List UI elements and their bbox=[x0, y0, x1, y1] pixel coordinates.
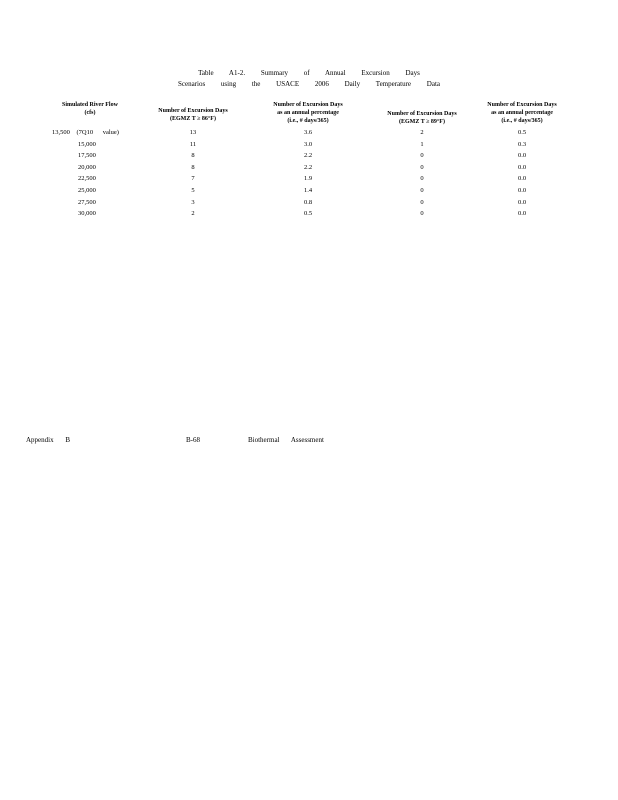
days-89-cell: 2 bbox=[420, 129, 424, 136]
pct-86-cell: 0.5 bbox=[303, 210, 313, 218]
caption-line-2: Scenarios using the USACE 2006 Daily Temperature Data bbox=[177, 80, 441, 88]
pct-86-column bbox=[278, 127, 338, 220]
days-89-cell: 0 bbox=[420, 175, 424, 183]
table-row bbox=[52, 185, 127, 197]
days-86-cell: 11 bbox=[189, 140, 197, 148]
days-89-cell: 0 bbox=[420, 152, 424, 160]
days-86-cell: 3 bbox=[191, 198, 195, 206]
flow-note: (7Q10 value) bbox=[76, 129, 119, 136]
pct-86-cell: 2.2 bbox=[303, 152, 313, 160]
table-row bbox=[52, 162, 127, 174]
flow-value: 17,500 bbox=[78, 152, 96, 160]
flow-value: 27,500 bbox=[78, 198, 96, 206]
flow-value: 13,500 bbox=[52, 129, 70, 136]
days-86-cell: 8 bbox=[191, 163, 195, 171]
pct-86-cell: 3.6 bbox=[303, 129, 313, 136]
days-89-cell: 0 bbox=[420, 198, 424, 206]
pct-86-cell: 2.2 bbox=[303, 163, 313, 171]
pct-89-cell: 0.0 bbox=[517, 210, 527, 218]
footer-section: Biothermal Assessment bbox=[248, 436, 324, 444]
header-pct-89: Number of Excursion Days as an annual percentage (i.e., # days/365) bbox=[487, 102, 557, 124]
table-row bbox=[52, 197, 127, 209]
footer-page-number: B-68 bbox=[186, 436, 200, 444]
pct-86-cell: 1.4 bbox=[303, 186, 313, 194]
days-86-cell: 5 bbox=[191, 186, 195, 194]
flow-value: 25,000 bbox=[78, 186, 96, 194]
days-89-cell: 0 bbox=[420, 186, 424, 194]
days-86-cell: 8 bbox=[191, 152, 195, 160]
days-86-cell: 7 bbox=[191, 175, 195, 183]
table-row bbox=[52, 150, 127, 162]
table-row bbox=[52, 173, 127, 185]
days-86-cell: 2 bbox=[191, 210, 195, 218]
pct-89-cell: 0.0 bbox=[517, 186, 527, 194]
flow-value: 30,000 bbox=[78, 210, 96, 218]
pct-89-cell: 0.0 bbox=[517, 163, 527, 171]
pct-86-cell: 3.0 bbox=[303, 140, 313, 148]
pct-89-cell: 0.5 bbox=[517, 129, 527, 136]
days-89-cell: 0 bbox=[420, 210, 424, 218]
pct-86-cell: 1.9 bbox=[303, 175, 313, 183]
header-days-89: Number of Excursion Days (EGMZ T ≥ 89°F) bbox=[387, 111, 457, 125]
days-89-cell: 1 bbox=[420, 140, 424, 148]
footer-appendix: Appendix B bbox=[26, 436, 71, 444]
header-pct-86: Number of Excursion Days as an annual percentage (i.e., # days/365) bbox=[273, 102, 343, 124]
days-86-column bbox=[163, 127, 223, 220]
days-89-cell: 0 bbox=[420, 163, 424, 171]
table-row bbox=[52, 208, 127, 220]
flow-value: 20,000 bbox=[78, 163, 96, 171]
days-89-column bbox=[392, 127, 452, 220]
flow-value: 15,000 bbox=[78, 140, 96, 148]
header-simulated-flow: Simulated River Flow (cfs) bbox=[62, 102, 118, 116]
pct-89-column bbox=[492, 127, 552, 220]
header-days-86: Number of Excursion Days (EGMZ T ≥ 86°F) bbox=[158, 108, 228, 122]
pct-89-cell: 0.0 bbox=[517, 152, 527, 160]
table-row bbox=[52, 139, 127, 151]
pct-89-cell: 0.3 bbox=[517, 140, 527, 148]
days-86-cell: 13 bbox=[189, 129, 197, 136]
flow-value: 22,500 bbox=[78, 175, 96, 183]
pct-89-cell: 0.0 bbox=[517, 175, 527, 183]
table-caption bbox=[0, 68, 618, 90]
pct-89-cell: 0.0 bbox=[517, 198, 527, 206]
flow-column bbox=[52, 127, 127, 220]
pct-86-cell: 0.8 bbox=[303, 198, 313, 206]
caption-line-1: Table A1-2. Summary of Annual Excursion Days bbox=[198, 69, 420, 77]
table-row bbox=[52, 127, 127, 139]
